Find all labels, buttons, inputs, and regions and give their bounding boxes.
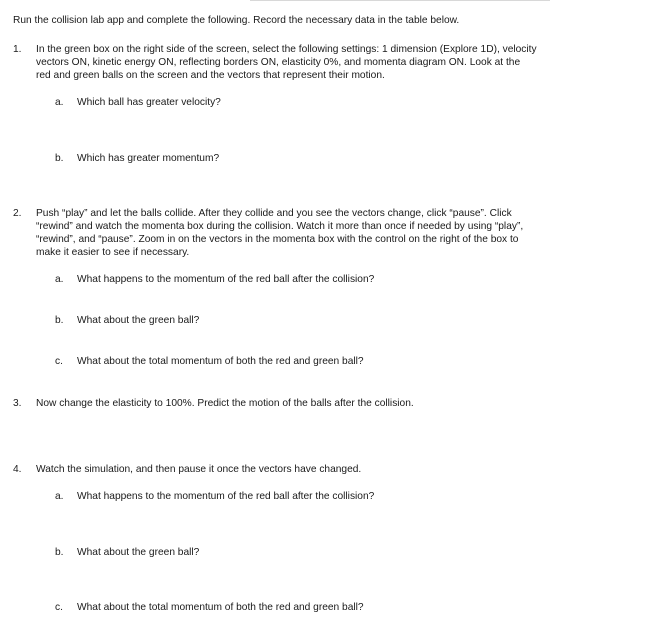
question-4c bbox=[55, 602, 364, 614]
question-3-number: 3. bbox=[13, 398, 22, 409]
question-2b-letter: b. bbox=[55, 315, 64, 326]
question-3-line-1: Now change the elasticity to 100%. Predict the motion of the balls after the collision. bbox=[36, 398, 414, 409]
question-2b-text: What about the green ball? bbox=[77, 315, 200, 326]
question-2-line-1: Push “play” and let the balls collide. After they collide and you see the vectors change, click “pause”. Click bbox=[36, 208, 512, 219]
question-1-number: 1. bbox=[13, 44, 22, 55]
question-4b bbox=[55, 547, 199, 559]
question-4b-letter: b. bbox=[55, 547, 64, 558]
question-2c-text: What about the total momentum of both the red and green ball? bbox=[77, 356, 364, 367]
question-1-line-1: In the green box on the right side of the screen, select the following settings: 1 dimension (Explore 1D), velocity bbox=[36, 44, 537, 55]
question-4-number: 4. bbox=[13, 464, 22, 475]
question-1b-text: Which has greater momentum? bbox=[77, 153, 220, 164]
question-2b bbox=[55, 315, 199, 327]
question-2a-letter: a. bbox=[55, 274, 64, 285]
top-divider bbox=[250, 0, 550, 1]
question-2c bbox=[55, 356, 364, 368]
question-1a bbox=[55, 97, 221, 109]
question-2-line-3: “rewind”, and “pause”. Zoom in on the vectors in the momenta box with the control on the right of the box to bbox=[36, 234, 519, 245]
question-1a-letter: a. bbox=[55, 97, 64, 108]
question-2-line-2: “rewind” and watch the momenta box during the collision. Watch it more than once if needed by using “play”, bbox=[36, 221, 524, 232]
question-4-line-1: Watch the simulation, and then pause it once the vectors have changed. bbox=[36, 464, 362, 475]
question-2-line-4: make it easier to see if necessary. bbox=[36, 247, 190, 258]
question-4c-letter: c. bbox=[55, 602, 63, 613]
question-2a-text: What happens to the momentum of the red ball after the collision? bbox=[77, 274, 375, 285]
question-1-line-2: vectors ON, kinetic energy ON, reflecting borders ON, elasticity 0%, and momenta diagram ON. Look at the bbox=[36, 57, 521, 68]
question-4a bbox=[55, 491, 374, 503]
intro-text: Run the collision lab app and complete the following. Record the necessary data in the table below. bbox=[13, 15, 460, 26]
question-2a bbox=[55, 274, 374, 286]
question-4b-text: What about the green ball? bbox=[77, 547, 200, 558]
question-1b bbox=[55, 153, 219, 165]
question-1a-text: Which ball has greater velocity? bbox=[77, 97, 221, 108]
question-2-number: 2. bbox=[13, 208, 22, 219]
question-2c-letter: c. bbox=[55, 356, 63, 367]
question-1b-letter: b. bbox=[55, 153, 64, 164]
question-4a-letter: a. bbox=[55, 491, 64, 502]
question-1-line-3: red and green balls on the screen and the vectors that represent their motion. bbox=[36, 70, 385, 81]
question-4c-text: What about the total momentum of both the red and green ball? bbox=[77, 602, 364, 613]
question-4a-text: What happens to the momentum of the red ball after the collision? bbox=[77, 491, 375, 502]
